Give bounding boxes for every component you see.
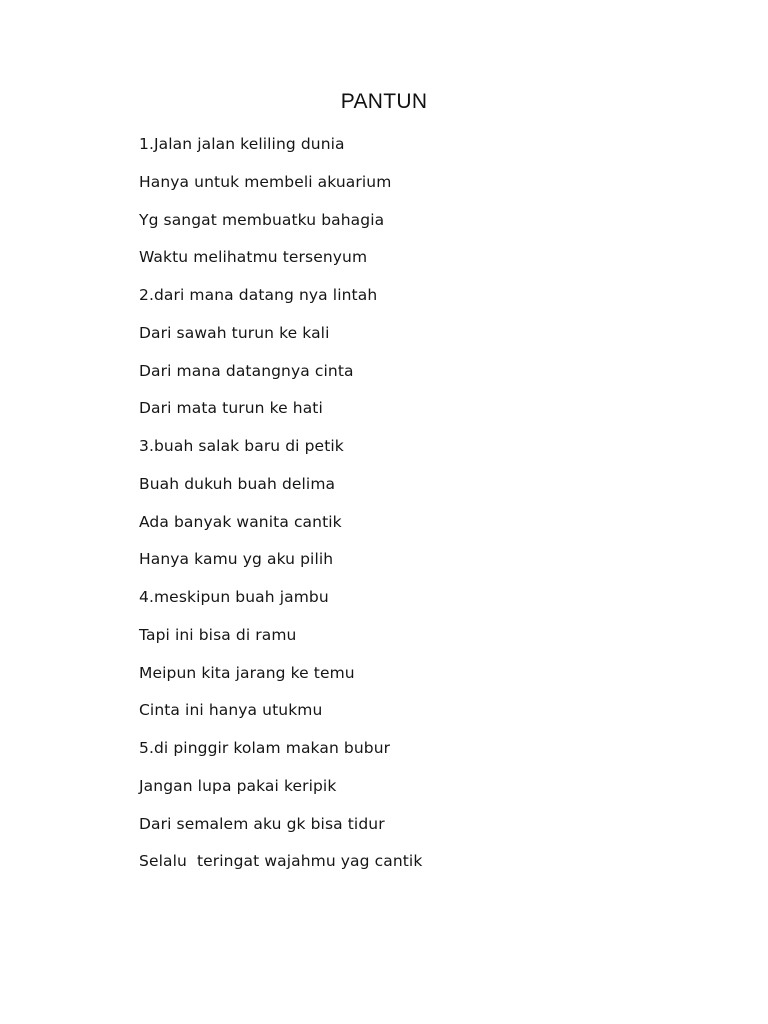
pantun-line: Ada banyak wanita cantik: [139, 512, 342, 531]
pantun-line: Waktu melihatmu tersenyum: [139, 248, 368, 267]
pantun-lines: [139, 131, 422, 886]
pantun-line: Jangan lupa pakai keripik: [139, 776, 337, 795]
pantun-line: Dari semalem aku gk bisa tidur: [139, 814, 385, 833]
pantun-line: Dari mata turun ke hati: [139, 399, 323, 418]
document-title: [0, 89, 768, 115]
pantun-line: Buah dukuh buah delima: [139, 474, 336, 493]
pantun-line: 3.buah salak baru di petik: [139, 437, 344, 455]
pantun-line: Dari mana datangnya cinta: [139, 361, 354, 380]
pantun-line: Meipun kita jarang ke temu: [139, 663, 355, 682]
pantun-line: 4.meskipun buah jambu: [139, 588, 329, 606]
pantun-line: Cinta ini hanya utukmu: [139, 701, 323, 720]
pantun-line: Hanya kamu yg aku pilih: [139, 550, 334, 569]
pantun-line: Selalu teringat wajahmu yag cantik: [139, 852, 423, 871]
title-text: PANTUN: [340, 90, 428, 113]
pantun-line: 1.Jalan jalan keliling dunia: [139, 135, 345, 153]
pantun-line: 5.di pinggir kolam makan bubur: [139, 739, 391, 757]
pantun-line: Yg sangat membuatku bahagia: [139, 210, 385, 229]
pantun-line: Dari sawah turun ke kali: [139, 323, 330, 342]
pantun-line: Hanya untuk membeli akuarium: [139, 172, 392, 191]
pantun-line: 2.dari mana datang nya lintah: [139, 286, 378, 304]
pantun-line: Tapi ini bisa di ramu: [139, 625, 297, 644]
